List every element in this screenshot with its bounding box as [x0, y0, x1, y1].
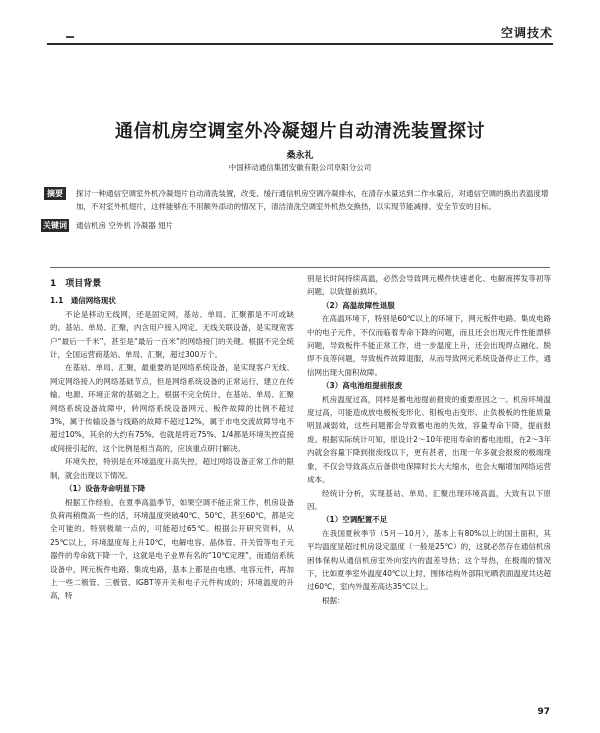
- abstract-tag: 摘要: [44, 187, 66, 200]
- left-column: [50, 276, 294, 603]
- paragraph: 在高温环境下，特别是60℃以上的环境下，网元板件电路、集成电路中的电子元件，不仅而临着寿命下降的问题，而且还会出现元件性能漂移问题，导致板件不能正常工作，进一步温度上升，还会出现焊点融化、脱焊不良等问题，导致板件故障退服，从而导致网元系统设备停止工作，通信网出现大面积故障。: [307, 314, 551, 377]
- paragraph: 别是长时间持续高温，必然会导致网元模件快速老化、电解液挥发等初等问题，以致提前损坏。: [307, 274, 551, 297]
- paragraph: 在基站、单局、汇聚，最重要的是网络系统设备，是实现客户无线、网定网络接入的网络基础节点，但是网络系统设备的正常运行，建立在传输、电源、环境正常的基础之上，根据不完全统计，在基站、单局、汇聚网络系统设备故障中，转网络系统设备网元、板件故障的比例不超过3%，属于传输设备与线路的故障不超过12%，属于市电交流故障导电不超过10%，其余的大约有75%。也就是将近75%、1/4都是环境失控直接或间接引起的，这个比例是相当高的，应该重点研讨解决。: [50, 363, 294, 453]
- right-column: [307, 272, 551, 607]
- item-heading: （1）设备寿命明显下降: [65, 484, 146, 494]
- affiliation: 中国移动通信集团安徽有限公司阜阳分公司: [228, 163, 372, 172]
- paragraph: 经统计分析，实现基站、单局、汇聚出现环境高温，大致有以下原因。: [307, 488, 551, 511]
- keywords-text: 通信机房 空外机 冷凝器 翅片: [76, 221, 174, 230]
- header-rule: [47, 43, 553, 45]
- abstract-block: [43, 187, 550, 232]
- paragraph: 在我国夏秋季节（5月－10月），基本上有80%以上的国土面积，其平均温度显超过机房设定温度（一般是25℃）的，这就必然存在通信机房困体保构从通信机房室外向室内的温差导热；这个导热，在极端的情况下，比如夏季室外温度40℃以上时，围体结构外部阳光晒表面温度共达超过60℃，室内外温差高达35℃以上。: [307, 528, 551, 592]
- header-mark: [66, 36, 74, 38]
- author: 桑永礼: [286, 151, 314, 161]
- item-heading: （2）高温故障性退服: [322, 300, 395, 310]
- item-heading: （1）空调配置不足: [322, 515, 388, 525]
- item-heading: （3）高电池组提前报废: [322, 381, 403, 391]
- paragraph: 根据工作经验，在夏季高温季节，如果空调不能正常工作，机房设备负荷再稍微高一些的话，环境温度突破40℃、50℃，甚至60℃，都是完全可能的。特别极端一点的，可能超过65℃。根据公开研究资料，从25℃以上，环境温度每上升10℃，电解电容、晶体管、开关管等电子元器件的寿命就下降一个，这就是电子业界有名的“10℃定理”，而通信系统设备中，网元板件电路、集成电路，基本上都是由电感、电容元件，再加上一些二极管、三极管、IGBT等开关和电子元件构成的；环境温度的升高，特: [50, 497, 294, 601]
- abstract-text: 探讨一种通信空调室外机冷凝翅片自动清洗装置，改变、缓行通信机房空调冷凝排水，在清存水量达到二作水量后，对通信空调的换出表温度增加，不对室外机翅片，这样能够在不用额外添动的情况下，清洁清洗空调室外机热交换热，以实现节能减排、安全节安的目标。: [76, 189, 549, 211]
- paragraph: 不论是移动无线网，还是固定网，基站、单局、汇聚都是不可或缺的。基站、单局、汇聚，内含用户接入网定、无线关联设备，是实现宽客户“最后一千米”，甚至是“最后一百米”的网络接门的关键。根据不完全统计，全国运营商基站、单局、汇聚，超过300万个。: [50, 309, 294, 360]
- abstract-rule: [50, 267, 550, 268]
- subsection-heading: 1.1 通信网络现状: [50, 296, 116, 306]
- paragraph: 根据：: [322, 595, 345, 605]
- section-heading: 1 项目背景: [50, 279, 102, 289]
- keywords-tag: 关键词: [43, 221, 67, 230]
- paragraph: 环境失控，特别是在环境温度升高失控，超过网络设备正常工作的限制，就会出现以下情况。: [50, 457, 294, 480]
- keywords-row: [43, 219, 550, 232]
- section-tag: 空调技术: [500, 26, 553, 40]
- paragraph: 机房温度过高，同样是蓄电池提前报废的重要原因之一。机房环境温度过高，可能造成放电极板变形化、钼板电击变形、止负极板的性能质量明显减弱效，这些问题都会导致蓄电池的失效，容量寿命下降，提前报废。根据实际统计可知，原设计2～10年使用寿命的蓄电池组，在2～3年内就会容量下降到报废线以下，更有甚者，出现一年多就会报废的极端现象，不仅会导致高点后备供电保障时长大大缩水，也会大幅增加网络运营成本。: [307, 394, 551, 485]
- article-title: 通信机房空调室外冷凝翅片自动清洗装置探讨: [115, 121, 485, 142]
- page-number: 97: [537, 707, 550, 717]
